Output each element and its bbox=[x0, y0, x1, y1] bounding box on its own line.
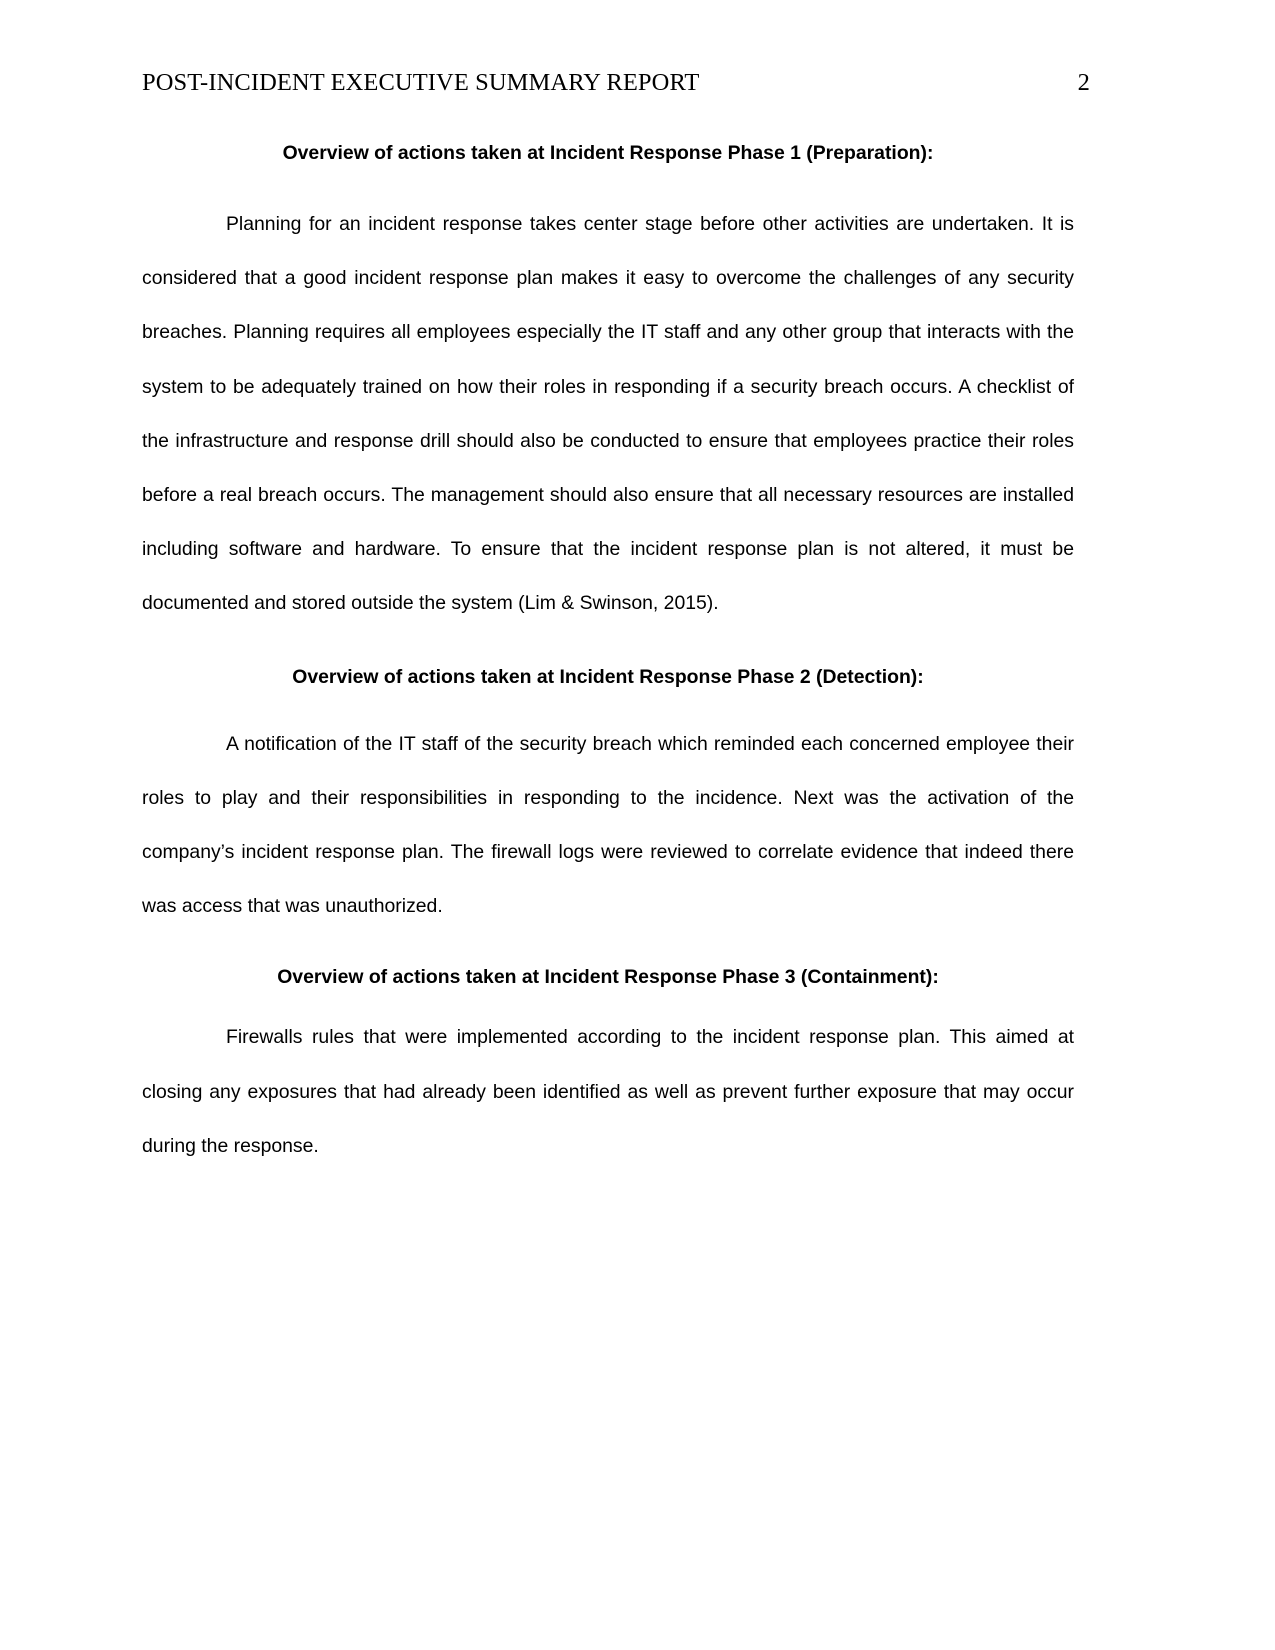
spacer-after-heading-1 bbox=[142, 180, 1074, 197]
running-head bbox=[142, 68, 1090, 98]
section-paragraph-phase-3: Firewalls rules that were implemented according to the incident response plan. This aimed at closing any exposures that had already been identified as well as prevent further exposure that may occur during the response. bbox=[142, 1026, 1074, 1157]
running-head-title: POST-INCIDENT EXECUTIVE SUMMARY REPORT bbox=[142, 69, 700, 96]
page-number: 2 bbox=[1077, 69, 1090, 96]
spacer-after-heading-2 bbox=[142, 704, 1074, 717]
document-body bbox=[142, 126, 1074, 1173]
section-paragraph-phase-1: Planning for an incident response takes center stage before other activities are undertaken. It is considered that a good incident response plan makes it easy to overcome the challenges of any security breaches. Planning requires all employees especially the IT staff and any other group that interacts with the system to be adequately trained on how their roles in responding if a security breach occurs. A checklist of the infrastructure and response drill should also be conducted to ensure that employees practice their roles before a real breach occurs. The management should also ensure that all necessary resources are installed including software and hardware. To ensure that the incident response plan is not altered, it must be documented and stored outside the system (Lim & Swinson, 2015). bbox=[142, 213, 1074, 615]
section-heading-phase-3: Overview of actions taken at Incident Response Phase 3 (Containment): bbox=[277, 966, 939, 989]
section-heading-phase-2: Overview of actions taken at Incident Response Phase 2 (Detection): bbox=[292, 665, 924, 688]
spacer-before-heading-3 bbox=[142, 933, 1074, 950]
section-heading-phase-1: Overview of actions taken at Incident Response Phase 1 (Preparation): bbox=[282, 142, 934, 164]
spacer-before-heading-2 bbox=[142, 631, 1074, 650]
section-paragraph-phase-2: A notification of the IT staff of the security breach which reminded each concerned employee their roles to play and their responsibilities in responding to the incidence. Next was the activation of the company’s incident response plan. The firewall logs were reviewed to correlate evidence that indeed there was access that was unauthorized. bbox=[142, 732, 1074, 918]
